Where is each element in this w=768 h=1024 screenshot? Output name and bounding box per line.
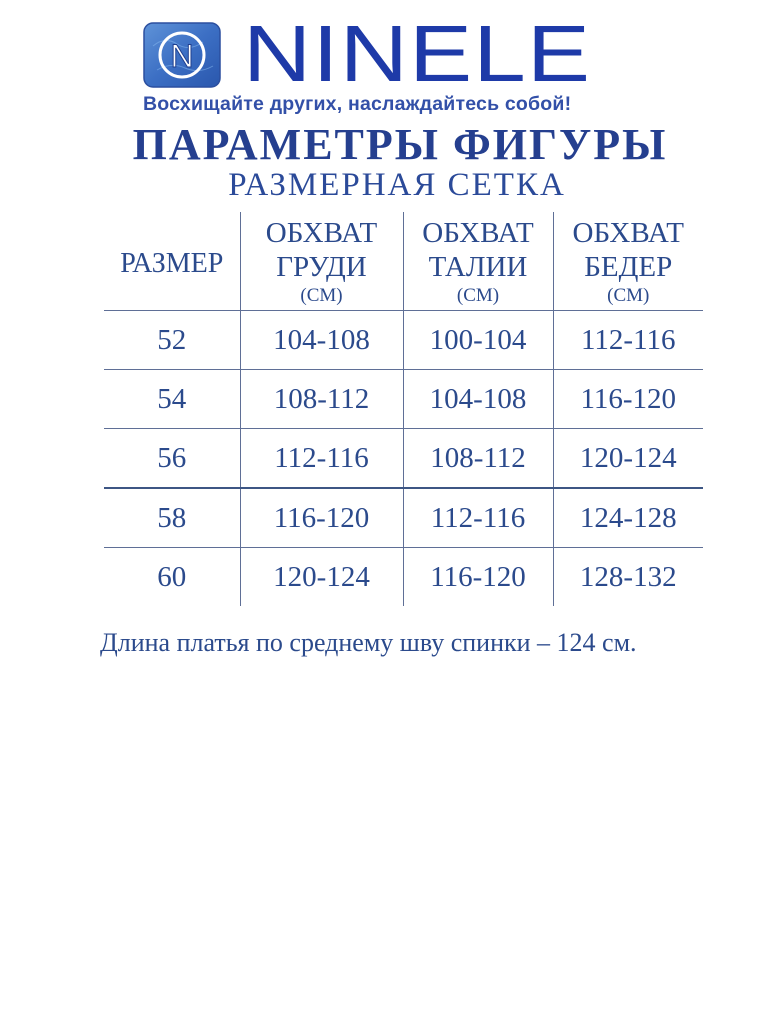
cell-bust: 104-108	[240, 311, 403, 370]
cell-size: 56	[104, 429, 240, 489]
table-row	[104, 548, 703, 607]
cell-hips: 116-120	[553, 370, 703, 429]
header-hips	[553, 212, 703, 311]
header-hips-unit: (СМ)	[607, 285, 650, 306]
table-row	[104, 311, 703, 370]
cell-waist: 112-116	[403, 488, 553, 548]
header-hips-line2: БЕДЕР	[584, 251, 673, 283]
cell-waist: 100-104	[403, 311, 553, 370]
dress-length-note: Длина платья по среднему шву спинки – 124 см.	[100, 628, 637, 657]
header-waist-line2: ТАЛИИ	[428, 251, 528, 283]
table-row	[104, 429, 703, 489]
header-hips-line1: ОБХВАТ	[572, 217, 684, 249]
cell-size: 52	[104, 311, 240, 370]
header-bust-unit: (СМ)	[300, 285, 343, 306]
cell-hips: 120-124	[553, 429, 703, 489]
cell-hips: 112-116	[553, 311, 703, 370]
brand-logo	[143, 9, 643, 98]
header-bust-line2: ГРУДИ	[276, 251, 367, 283]
cell-size: 58	[104, 488, 240, 548]
header-waist	[403, 212, 553, 311]
cell-bust: 112-116	[240, 429, 403, 489]
cell-hips: 128-132	[553, 548, 703, 607]
ninele-badge-icon	[143, 22, 221, 88]
header-size-label: РАЗМЕР	[120, 248, 224, 279]
cell-waist: 116-120	[403, 548, 553, 607]
page-title: ПАРАМЕТРЫ ФИГУРЫ	[132, 120, 668, 169]
size-chart-table	[104, 212, 703, 606]
brand-tagline: Восхищайте других, наслаждайтесь собой!	[143, 93, 572, 115]
header-bust-line1: ОБХВАТ	[265, 217, 378, 249]
cell-size: 60	[157, 561, 187, 593]
cell-waist: 104-108	[403, 370, 553, 429]
cell-hips: 124-128	[553, 488, 703, 548]
svg-text:N: N	[170, 38, 194, 74]
table-row	[104, 370, 703, 429]
cell-bust: 108-112	[240, 370, 403, 429]
header-size	[104, 212, 240, 311]
cell-size: 54	[104, 370, 240, 429]
cell-bust: 116-120	[240, 488, 403, 548]
page-subtitle: РАЗМЕРНАЯ СЕТКА	[228, 167, 566, 203]
cell-bust: 120-124	[240, 548, 403, 607]
brand-wordmark: NINELE	[243, 9, 592, 98]
header-waist-line1: ОБХВАТ	[422, 217, 534, 249]
header-bust	[240, 212, 403, 311]
table-header-row	[104, 212, 703, 311]
table-row	[104, 488, 703, 548]
header-waist-unit: (СМ)	[456, 285, 500, 306]
cell-waist: 108-112	[403, 429, 553, 489]
